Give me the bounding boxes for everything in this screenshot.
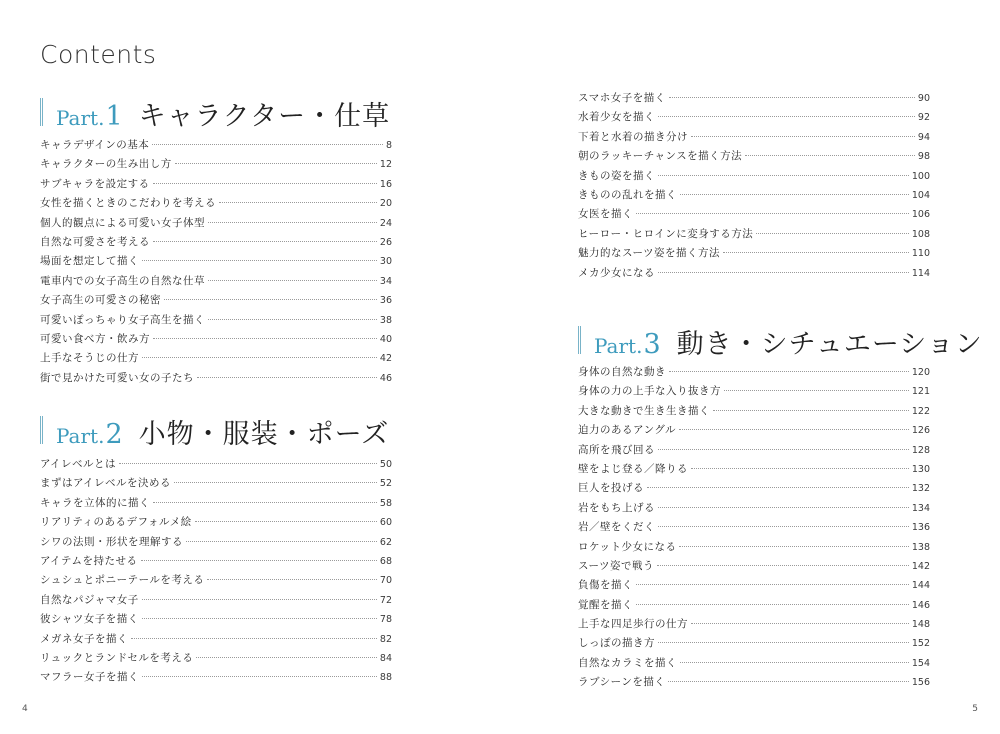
toc-entry-title: 女子高生の可愛さの秘密	[40, 294, 161, 307]
toc-entry[interactable]	[40, 215, 392, 234]
part-marker-bar	[578, 326, 581, 354]
toc-entry-page-number: 136	[911, 522, 930, 534]
toc-entry[interactable]	[578, 383, 930, 402]
toc-entry-title: 自然なパジャマ女子	[40, 593, 139, 606]
dot-leader	[691, 468, 909, 469]
dot-leader	[658, 116, 915, 117]
toc-entry-title: メガネ女子を描く	[40, 632, 128, 645]
dot-leader	[691, 136, 915, 137]
toc-entry[interactable]	[40, 176, 392, 195]
dot-leader	[658, 642, 909, 643]
toc-entry-title: 下着と水着の描き分け	[578, 130, 688, 143]
toc-entry-page-number: 148	[911, 619, 930, 631]
part-2-toc-list	[40, 456, 392, 689]
toc-entry-page-number: 146	[911, 599, 930, 611]
toc-entry-title: 岩をもち上げる	[578, 501, 655, 514]
toc-entry-page-number: 42	[379, 353, 392, 365]
toc-entry-title: 自然なカラミを描く	[578, 656, 677, 669]
dot-leader	[636, 213, 909, 214]
toc-entry-page-number: 152	[911, 638, 930, 650]
toc-entry-title: 個人的観点による可愛い女子体型	[40, 216, 205, 229]
toc-entry[interactable]	[578, 539, 930, 558]
toc-entry-title: ロケット少女になる	[578, 540, 677, 553]
toc-entry-page-number: 68	[379, 555, 392, 567]
dot-leader	[658, 175, 909, 176]
part-1-title: キャラクター・仕草	[138, 101, 391, 132]
dot-leader	[680, 194, 909, 195]
toc-entry[interactable]	[578, 109, 930, 128]
toc-entry-title: 壁をよじ登る／降りる	[578, 462, 688, 475]
toc-entry-page-number: 20	[379, 198, 392, 210]
dot-leader	[208, 222, 377, 223]
toc-entry[interactable]	[40, 195, 392, 214]
toc-entry[interactable]	[40, 331, 392, 350]
toc-entry[interactable]	[40, 137, 392, 156]
toc-entry[interactable]	[578, 245, 930, 264]
toc-entry-page-number: 142	[911, 560, 930, 572]
toc-entry[interactable]	[578, 558, 930, 577]
toc-entry-title: 上手なそうじの仕方	[40, 352, 139, 365]
dot-leader	[636, 604, 909, 605]
toc-entry[interactable]	[40, 631, 392, 650]
toc-entry-title: ヒーロー・ヒロインに変身する方法	[578, 227, 754, 240]
dot-leader	[142, 599, 377, 600]
dot-leader	[131, 638, 377, 639]
toc-entry[interactable]	[578, 129, 930, 148]
toc-entry-title: 水着少女を描く	[578, 111, 655, 124]
toc-entry[interactable]	[40, 273, 392, 292]
toc-entry-page-number: 34	[379, 275, 392, 287]
toc-entry[interactable]	[40, 650, 392, 669]
toc-entry-page-number: 154	[911, 657, 930, 669]
toc-entry-page-number: 36	[379, 295, 392, 307]
dot-leader	[658, 507, 909, 508]
dot-leader	[208, 280, 377, 281]
dot-leader	[636, 584, 909, 585]
dot-leader	[713, 410, 909, 411]
toc-entry-title: きものの乱れを描く	[578, 188, 677, 201]
dot-leader	[164, 299, 377, 300]
toc-entry-title: 身体の自然な動き	[578, 366, 666, 378]
part-2-label: Part.2	[56, 419, 123, 450]
dot-leader	[724, 390, 909, 391]
toc-entry-title: 彼シャツ女子を描く	[40, 613, 139, 626]
dot-leader	[668, 681, 908, 682]
part-1-label: Part.1	[56, 101, 123, 132]
toc-entry-title: ラブシーンを描く	[578, 676, 666, 689]
toc-entry-page-number: 90	[917, 93, 930, 104]
part-marker-bar	[40, 416, 43, 444]
toc-entry[interactable]	[578, 90, 930, 109]
toc-entry-title: キャラクターの生み出し方	[40, 158, 172, 171]
dot-leader	[141, 560, 377, 561]
toc-entry-page-number: 132	[911, 483, 930, 495]
toc-entry-page-number: 38	[379, 314, 392, 326]
toc-entry-title: マフラー女子を描く	[40, 671, 139, 684]
toc-entry[interactable]	[578, 519, 930, 538]
toc-entry[interactable]	[40, 611, 392, 630]
toc-entry-title: 身体の力の上手な入り抜き方	[578, 385, 721, 398]
dot-leader	[153, 502, 377, 503]
toc-entry[interactable]	[40, 234, 392, 253]
toc-entry[interactable]	[578, 364, 930, 383]
toc-entry[interactable]	[578, 168, 930, 187]
dot-leader	[197, 377, 377, 378]
toc-entry-page-number: 24	[379, 217, 392, 229]
toc-entry-title: 迫力のあるアングル	[578, 424, 677, 437]
right-page	[500, 0, 1000, 734]
toc-entry-page-number: 16	[379, 178, 392, 190]
dot-leader	[669, 97, 915, 98]
dot-leader	[142, 357, 377, 358]
toc-entry[interactable]	[578, 500, 930, 519]
dot-leader	[153, 183, 377, 184]
toc-entry-page-number: 30	[379, 256, 392, 268]
toc-entry[interactable]	[578, 422, 930, 441]
dot-leader	[174, 482, 377, 483]
dot-leader	[756, 233, 909, 234]
toc-entry-title: スーツ姿で戦う	[578, 559, 655, 572]
dot-leader	[196, 657, 377, 658]
toc-entry-page-number: 104	[911, 189, 930, 201]
dot-leader	[680, 662, 909, 663]
toc-entry-page-number: 110	[911, 248, 930, 260]
toc-entry-page-number: 70	[379, 575, 392, 587]
toc-entry-page-number: 50	[379, 459, 392, 470]
toc-entry-page-number: 78	[379, 614, 392, 626]
dot-leader	[691, 623, 909, 624]
dot-leader	[142, 676, 377, 677]
toc-entry-page-number: 40	[379, 333, 392, 345]
toc-entry[interactable]	[40, 253, 392, 272]
dot-leader	[142, 260, 377, 261]
dot-leader	[153, 338, 377, 339]
toc-entry[interactable]	[578, 577, 930, 596]
toc-entry[interactable]	[40, 514, 392, 533]
toc-entry-title: サブキャラを設定する	[40, 177, 150, 190]
toc-entry-title: キャラデザインの基本	[40, 139, 150, 151]
dot-leader	[669, 371, 909, 372]
toc-entry-title: きもの姿を描く	[578, 169, 655, 182]
toc-entry-page-number: 120	[911, 367, 930, 378]
dot-leader	[658, 272, 909, 273]
toc-entry-page-number: 138	[911, 541, 930, 553]
toc-entry-page-number: 144	[911, 580, 930, 592]
toc-entry-title: アイテムを持たせる	[40, 554, 138, 567]
toc-entry-page-number: 52	[379, 478, 392, 490]
toc-entry[interactable]	[578, 480, 930, 499]
dot-leader	[152, 144, 383, 145]
toc-entry-page-number: 156	[911, 677, 930, 689]
toc-entry-page-number: 100	[911, 170, 930, 182]
toc-entry-title: 可愛いぽっちゃり女子高生を描く	[40, 313, 205, 326]
toc-entry-page-number: 106	[911, 209, 930, 221]
dot-leader	[186, 541, 377, 542]
toc-entry[interactable]	[40, 292, 392, 311]
toc-entry-page-number: 108	[911, 228, 930, 240]
toc-entry-page-number: 12	[379, 159, 392, 171]
dot-leader	[219, 202, 377, 203]
toc-entry[interactable]	[40, 553, 392, 572]
page-number-right: 5	[972, 704, 978, 714]
toc-entry-title: 街で見かけた可愛い女の子たち	[40, 371, 194, 384]
toc-entry-page-number: 82	[379, 633, 392, 645]
part-3-label: Part.3	[594, 329, 661, 360]
toc-entry[interactable]	[40, 370, 392, 389]
dot-leader	[195, 521, 377, 522]
dot-leader	[723, 252, 909, 253]
toc-entry-page-number: 8	[385, 140, 392, 151]
toc-entry-page-number: 128	[911, 444, 930, 456]
toc-entry-page-number: 88	[379, 672, 392, 684]
toc-entry-title: 魅力的なスーツ姿を描く方法	[578, 247, 721, 260]
toc-entry-title: 可愛い食べ方・飲み方	[40, 332, 150, 345]
toc-entry[interactable]	[578, 635, 930, 654]
toc-entry-title: シワの法則・形状を理解する	[40, 535, 183, 548]
toc-entry[interactable]	[578, 403, 930, 422]
part-3-header	[578, 322, 983, 358]
toc-entry-page-number: 122	[911, 405, 930, 417]
dot-leader	[207, 579, 377, 580]
toc-entry-title: メカ少女になる	[578, 266, 655, 279]
toc-entry[interactable]	[578, 655, 930, 674]
dot-leader	[142, 618, 377, 619]
dot-leader	[658, 449, 909, 450]
dot-leader	[679, 429, 909, 430]
toc-entry[interactable]	[578, 226, 930, 245]
toc-entry-title: アイレベルとは	[40, 458, 117, 470]
part-2-continued-toc-list	[578, 90, 930, 284]
toc-entry[interactable]	[40, 495, 392, 514]
toc-entry[interactable]	[40, 156, 392, 175]
toc-entry[interactable]	[578, 265, 930, 284]
toc-entry-page-number: 126	[911, 425, 930, 437]
toc-entry[interactable]	[578, 187, 930, 206]
toc-entry-page-number: 60	[379, 517, 392, 529]
toc-entry-title: リュックとランドセルを考える	[40, 651, 194, 664]
part-3-toc-list	[578, 364, 930, 694]
toc-entry-title: 女医を描く	[578, 208, 633, 221]
toc-entry-title: 巨人を投げる	[578, 482, 644, 495]
part-2-header	[40, 412, 389, 448]
toc-entry[interactable]	[578, 461, 930, 480]
toc-entry-title: シュシュとポニーテールを考える	[40, 574, 205, 587]
toc-entry-title: 電車内での女子高生の自然な仕草	[40, 274, 205, 287]
toc-entry[interactable]	[40, 475, 392, 494]
part-3-title: 動き・シチュエーション	[676, 329, 983, 360]
toc-entry-page-number: 92	[917, 112, 930, 124]
toc-entry-page-number: 130	[911, 463, 930, 475]
toc-entry-title: 自然な可愛さを考える	[40, 235, 150, 248]
toc-entry-page-number: 46	[379, 372, 392, 384]
toc-entry[interactable]	[40, 572, 392, 591]
toc-entry-title: 大きな動きで生き生き描く	[578, 404, 710, 417]
toc-entry-page-number: 114	[911, 267, 930, 279]
dot-leader	[175, 163, 377, 164]
toc-entry[interactable]	[40, 312, 392, 331]
part-1-header	[40, 94, 390, 130]
part-1-toc-list	[40, 137, 392, 389]
toc-entry-page-number: 84	[379, 652, 392, 664]
dot-leader	[153, 241, 377, 242]
toc-entry[interactable]	[578, 597, 930, 616]
toc-entry-page-number: 134	[911, 502, 930, 514]
dot-leader	[679, 546, 908, 547]
toc-entry-title: スマホ女子を描く	[578, 92, 666, 104]
toc-entry-title: 高所を飛び回る	[578, 443, 655, 456]
toc-entry[interactable]	[578, 616, 930, 635]
toc-entry-title: しっぽの描き方	[578, 637, 655, 650]
part-marker-bar	[40, 98, 43, 126]
dot-leader	[658, 526, 909, 527]
toc-entry[interactable]	[578, 674, 930, 693]
toc-entry-title: 女性を描くときのこだわりを考える	[40, 197, 216, 210]
toc-entry-page-number: 26	[379, 236, 392, 248]
toc-entry[interactable]	[578, 442, 930, 461]
toc-entry-title: 岩／壁をくだく	[578, 521, 655, 534]
toc-entry-page-number: 94	[917, 131, 930, 143]
toc-entry-page-number: 121	[911, 386, 930, 398]
toc-entry[interactable]	[40, 669, 392, 688]
toc-entry-title: 覚醒を描く	[578, 598, 633, 611]
toc-entry-page-number: 72	[379, 594, 392, 606]
toc-entry[interactable]	[578, 148, 930, 167]
toc-entry-title: 場面を想定して描く	[40, 255, 139, 268]
part-2-title: 小物・服装・ポーズ	[138, 419, 390, 450]
dot-leader	[657, 565, 909, 566]
dot-leader	[119, 463, 377, 464]
toc-entry-title: リアリティのあるデフォルメ絵	[40, 516, 192, 529]
dot-leader	[208, 319, 377, 320]
contents-heading: Contents	[40, 40, 157, 69]
toc-entry-title: 負傷を描く	[578, 579, 633, 592]
toc-entry-title: 上手な四足歩行の仕方	[578, 618, 688, 631]
toc-entry-title: 朝のラッキーチャンスを描く方法	[578, 150, 743, 163]
toc-entry-page-number: 62	[379, 536, 392, 548]
page-number-left: 4	[22, 704, 28, 714]
toc-entry[interactable]	[40, 456, 392, 475]
toc-entry-title: まずはアイレベルを決める	[40, 477, 172, 490]
toc-entry[interactable]	[40, 350, 392, 369]
dot-leader	[647, 487, 909, 488]
toc-entry[interactable]	[578, 206, 930, 225]
dot-leader	[745, 155, 915, 156]
toc-entry-title: キャラを立体的に描く	[40, 496, 150, 509]
toc-entry[interactable]	[40, 592, 392, 611]
toc-entry[interactable]	[40, 534, 392, 553]
toc-entry-page-number: 58	[379, 497, 392, 509]
toc-entry-page-number: 98	[917, 151, 930, 163]
